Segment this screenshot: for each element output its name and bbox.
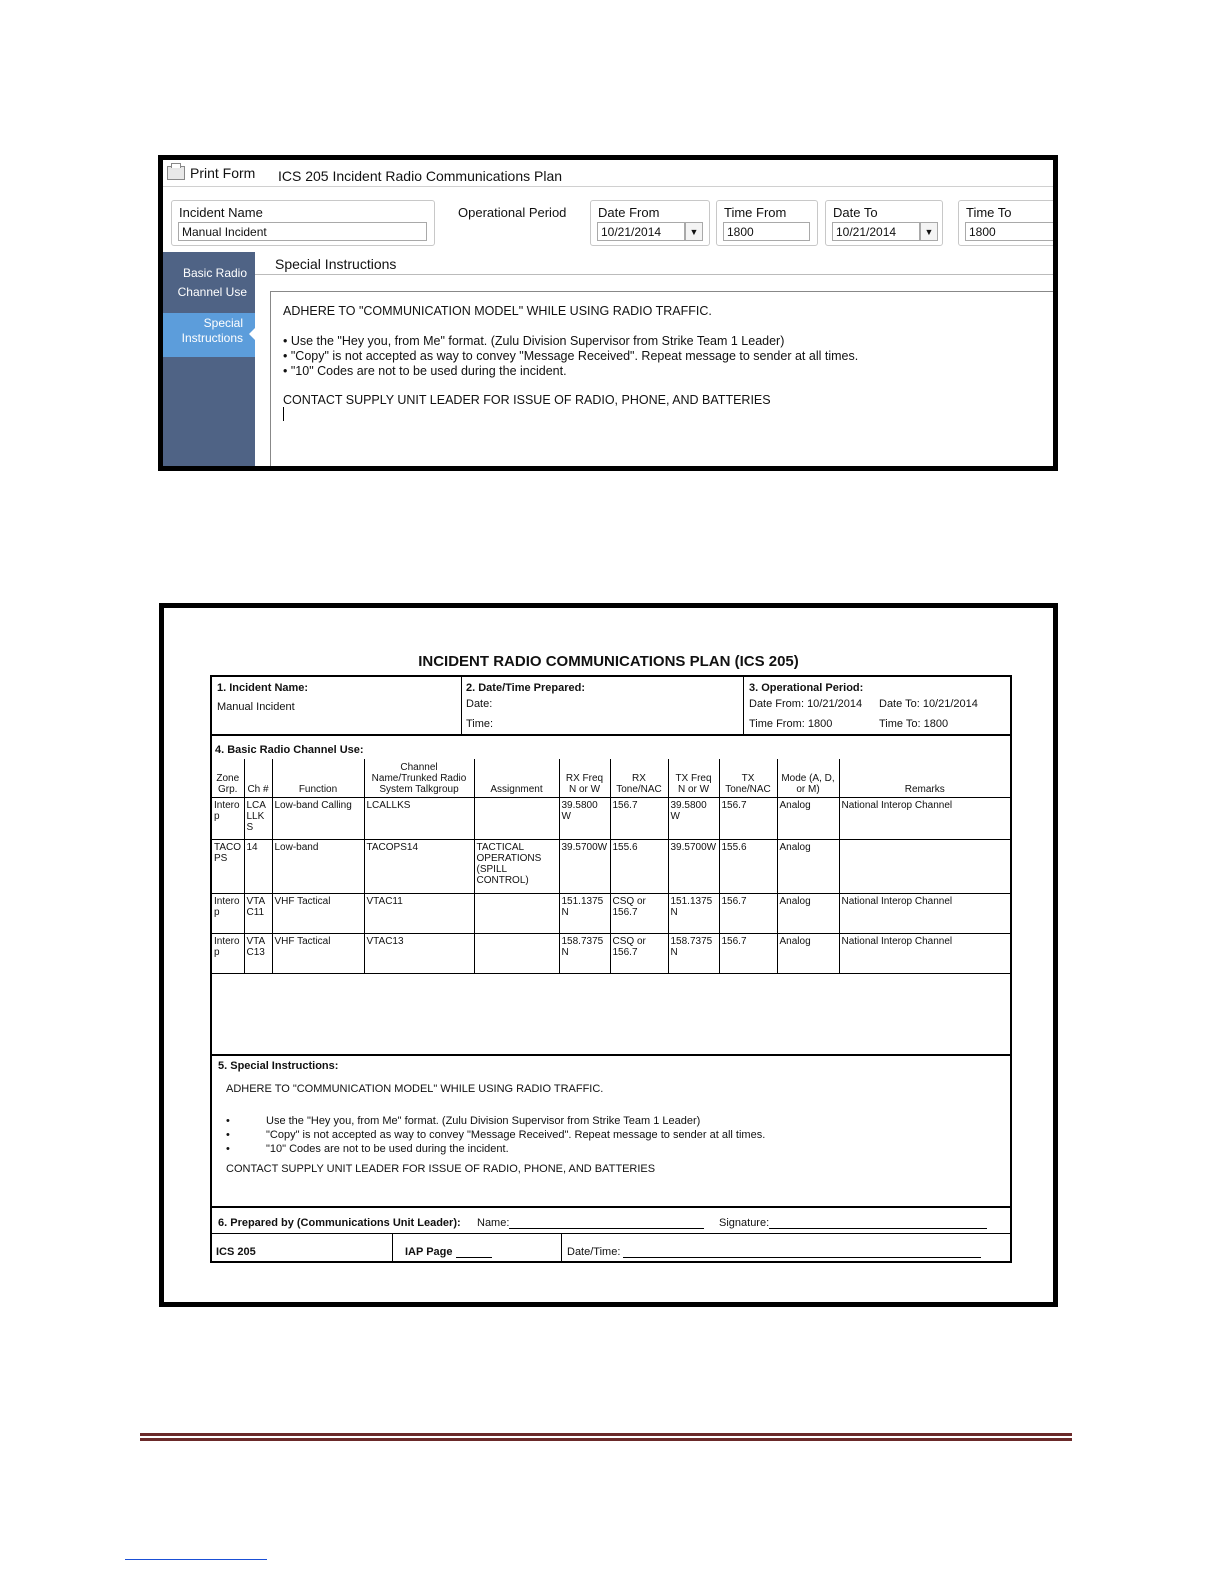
list-item xyxy=(226,1128,765,1142)
table-row xyxy=(212,839,1010,893)
chevron-down-icon[interactable]: ▼ xyxy=(920,222,938,241)
special-instructions-line: ADHERE TO "COMMUNICATION MODEL" WHILE USING RADIO TRAFFIC. xyxy=(226,1083,604,1095)
time-from-input[interactable]: 1800 xyxy=(723,222,810,241)
cell-remarks: National Interop Channel xyxy=(839,933,1010,973)
section-header xyxy=(255,252,1053,275)
op-time-from: Time From: 1800 xyxy=(749,718,833,730)
cell-rx-tone: CSQ or 156.7 xyxy=(610,933,668,973)
time-from-label: Time From xyxy=(724,205,787,220)
incident-name-group xyxy=(171,200,435,246)
sidebar-item-label: Special xyxy=(203,316,243,330)
op-time-to: Time To: 1800 xyxy=(879,718,949,730)
cell-channel: VTAC13 xyxy=(364,933,474,973)
date-from-input[interactable]: 10/21/2014 xyxy=(597,222,685,241)
column-header: Ch # xyxy=(244,759,272,797)
table-row xyxy=(212,893,1010,933)
cell-assignment xyxy=(474,797,559,839)
divider xyxy=(392,1233,393,1263)
prepared-by-name xyxy=(477,1217,704,1229)
table-row xyxy=(212,933,1010,973)
channel-use-label: 4. Basic Radio Channel Use: xyxy=(215,744,364,756)
cell-rx-tone: 155.6 xyxy=(610,839,668,893)
cell-tx-freq: 151.1375 N xyxy=(668,893,719,933)
bullet-icon: • xyxy=(226,1129,230,1141)
incident-name-label: Incident Name xyxy=(179,205,263,220)
column-header: RX Freq N or W xyxy=(559,759,610,797)
operational-period-label: 3. Operational Period: xyxy=(749,682,864,694)
print-form-button[interactable] xyxy=(167,164,255,182)
time-to-group xyxy=(958,200,1058,246)
signature-label: Signature: xyxy=(719,1217,770,1229)
bullet-icon: • xyxy=(226,1143,230,1155)
cell-tx-tone: 156.7 xyxy=(719,893,777,933)
cell-function: VHF Tactical xyxy=(272,893,364,933)
text-cursor xyxy=(283,407,284,421)
footer-rule xyxy=(140,1433,1072,1436)
cell-mode: Analog xyxy=(777,933,839,973)
cell-function: VHF Tactical xyxy=(272,933,364,973)
date-from-label: Date From xyxy=(598,205,660,220)
cell-rx-tone: CSQ or 156.7 xyxy=(610,893,668,933)
column-header: Assignment xyxy=(474,759,559,797)
cell-zone: Interop xyxy=(212,893,244,933)
iap-page-label: IAP Page xyxy=(405,1246,453,1258)
sidebar-item-basic-radio-channel-use[interactable] xyxy=(163,264,255,302)
cell-mode: Analog xyxy=(777,839,839,893)
editor-line: ADHERE TO "COMMUNICATION MODEL" WHILE USING RADIO TRAFFIC. xyxy=(283,304,712,318)
incident-name-value: Manual Incident xyxy=(217,701,295,713)
cell-rx-freq: 39.5700W xyxy=(559,839,610,893)
date-to-group xyxy=(825,200,943,246)
app-window-screenshot xyxy=(158,155,1058,471)
cell-remarks: National Interop Channel xyxy=(839,893,1010,933)
incident-name-label: 1. Incident Name: xyxy=(217,682,309,694)
list-item xyxy=(226,1114,765,1128)
date-to-label: Date To xyxy=(833,205,878,220)
special-instructions-line: CONTACT SUPPLY UNIT LEADER FOR ISSUE OF RADIO, PHONE, AND BATTERIES xyxy=(226,1163,656,1175)
cell-rx-freq: 39.5800 W xyxy=(559,797,610,839)
name-label: Name: xyxy=(477,1217,510,1229)
divider xyxy=(212,1206,1010,1208)
prepared-time-label: Time: xyxy=(466,718,494,730)
prepared-by-signature xyxy=(719,1217,987,1229)
cell-assignment xyxy=(474,893,559,933)
footer-iap-page xyxy=(405,1246,492,1258)
date-time-line xyxy=(623,1257,981,1258)
cell-tx-freq: 39.5800 W xyxy=(668,797,719,839)
printer-icon xyxy=(167,166,185,180)
special-instructions-editor[interactable] xyxy=(270,291,1053,466)
editor-line: • "Copy" is not accepted as way to convey "Message Received". Repeat message to sender at all times. xyxy=(283,349,859,363)
sidebar-item-special-instructions[interactable] xyxy=(163,313,255,357)
cell-channel: TACOPS14 xyxy=(364,839,474,893)
chevron-down-icon[interactable]: ▼ xyxy=(685,222,703,241)
sidebar xyxy=(163,252,255,466)
cell-assignment: TACTICAL OPERATIONS (SPILL CONTROL) xyxy=(474,839,559,893)
time-to-input[interactable]: 1800 xyxy=(965,222,1058,241)
divider xyxy=(212,734,1010,736)
cell-ch: 14 xyxy=(244,839,272,893)
divider xyxy=(461,677,462,735)
date-time-prepared-label: 2. Date/Time Prepared: xyxy=(466,682,586,694)
cell-ch: VTAC13 xyxy=(244,933,272,973)
cell-function: Low-band Calling xyxy=(272,797,364,839)
column-header: TX Freq N or W xyxy=(668,759,719,797)
bullet-text: Use the "Hey you, from Me" format. (Zulu Division Supervisor from Strike Team 1 Leader) xyxy=(266,1115,701,1127)
signature-line xyxy=(769,1228,987,1229)
footer-form-id: ICS 205 xyxy=(216,1246,256,1258)
column-header: Mode (A, D, or M) xyxy=(777,759,839,797)
sidebar-item-label: Instructions xyxy=(181,331,243,345)
operational-period-label: Operational Period xyxy=(458,205,567,220)
channel-table xyxy=(212,759,1010,974)
iap-page-line xyxy=(456,1257,492,1258)
bullet-icon: • xyxy=(226,1115,230,1127)
incident-name-input[interactable]: Manual Incident xyxy=(178,222,427,241)
table-header-row xyxy=(212,759,1010,797)
form-document-title: INCIDENT RADIO COMMUNICATIONS PLAN (ICS 205) xyxy=(418,653,799,670)
editor-line: • "10" Codes are not to be used during the incident. xyxy=(283,364,567,378)
cell-tx-tone: 155.6 xyxy=(719,839,777,893)
cell-rx-tone: 156.7 xyxy=(610,797,668,839)
divider xyxy=(212,1054,1010,1056)
cell-rx-freq: 151.1375 N xyxy=(559,893,610,933)
op-date-from: Date From: 10/21/2014 xyxy=(749,698,863,710)
section-title: Special Instructions xyxy=(275,256,397,272)
cell-remarks xyxy=(839,839,1010,893)
divider xyxy=(561,1233,562,1263)
print-form-label: Print Form xyxy=(190,165,256,181)
list-item xyxy=(226,1142,765,1156)
cell-channel: VTAC11 xyxy=(364,893,474,933)
cell-tx-freq: 158.7375 N xyxy=(668,933,719,973)
column-header: Channel Name/Trunked Radio System Talkgroup xyxy=(364,759,474,797)
prepared-date-label: Date: xyxy=(466,698,493,710)
footer-link-underline[interactable] xyxy=(125,1559,267,1560)
divider xyxy=(743,677,744,735)
footer-date-time xyxy=(567,1246,981,1258)
date-from-group xyxy=(590,200,710,246)
form-title: ICS 205 Incident Radio Communications Plan xyxy=(278,168,563,184)
column-header: RX Tone/NAC xyxy=(610,759,668,797)
cell-ch: VTAC11 xyxy=(244,893,272,933)
column-header: Zone Grp. xyxy=(212,759,244,797)
cell-mode: Analog xyxy=(777,893,839,933)
header-fields xyxy=(163,187,1053,251)
special-instructions-label: 5. Special Instructions: xyxy=(218,1060,339,1072)
date-to-input[interactable]: 10/21/2014 xyxy=(832,222,920,241)
cell-zone: Interop xyxy=(212,797,244,839)
date-time-label: Date/Time: xyxy=(567,1246,621,1258)
cell-tx-tone: 156.7 xyxy=(719,933,777,973)
column-header: TX Tone/NAC xyxy=(719,759,777,797)
footer-rule xyxy=(140,1438,1072,1441)
time-to-label: Time To xyxy=(966,205,1012,220)
cell-function: Low-band xyxy=(272,839,364,893)
cell-zone: Interop xyxy=(212,933,244,973)
table-row xyxy=(212,797,1010,839)
editor-line: • Use the "Hey you, from Me" format. (Zulu Division Supervisor from Strike Team 1 Leader) xyxy=(283,334,785,348)
cell-tx-tone: 156.7 xyxy=(719,797,777,839)
bullet-text: "Copy" is not accepted as way to convey "Message Received". Repeat message to sender at all times. xyxy=(266,1129,766,1141)
op-date-to: Date To: 10/21/2014 xyxy=(879,698,978,710)
column-header: Function xyxy=(272,759,364,797)
cell-remarks: National Interop Channel xyxy=(839,797,1010,839)
special-instructions-bullets xyxy=(226,1114,765,1156)
cell-assignment xyxy=(474,933,559,973)
sidebar-item-label: Basic Radio xyxy=(182,266,247,280)
bullet-text: "10" Codes are not to be used during the incident. xyxy=(266,1143,509,1155)
cell-zone: TACOPS xyxy=(212,839,244,893)
printed-form-screenshot xyxy=(159,603,1058,1307)
column-header: Remarks xyxy=(839,759,1010,797)
divider xyxy=(212,1233,1010,1234)
cell-rx-freq: 158.7375 N xyxy=(559,933,610,973)
cell-ch: LCALLKS xyxy=(244,797,272,839)
cell-tx-freq: 39.5700W xyxy=(668,839,719,893)
prepared-by-label: 6. Prepared by (Communications Unit Leader): xyxy=(218,1217,461,1229)
sidebar-item-label: Channel Use xyxy=(177,285,247,299)
time-from-group xyxy=(716,200,818,246)
toolbar xyxy=(163,160,1053,187)
ics205-form xyxy=(210,675,1012,1263)
editor-line: CONTACT SUPPLY UNIT LEADER FOR ISSUE OF RADIO, PHONE, AND BATTERIES xyxy=(283,393,771,407)
cell-mode: Analog xyxy=(777,797,839,839)
name-line xyxy=(509,1228,704,1229)
cell-channel: LCALLKS xyxy=(364,797,474,839)
